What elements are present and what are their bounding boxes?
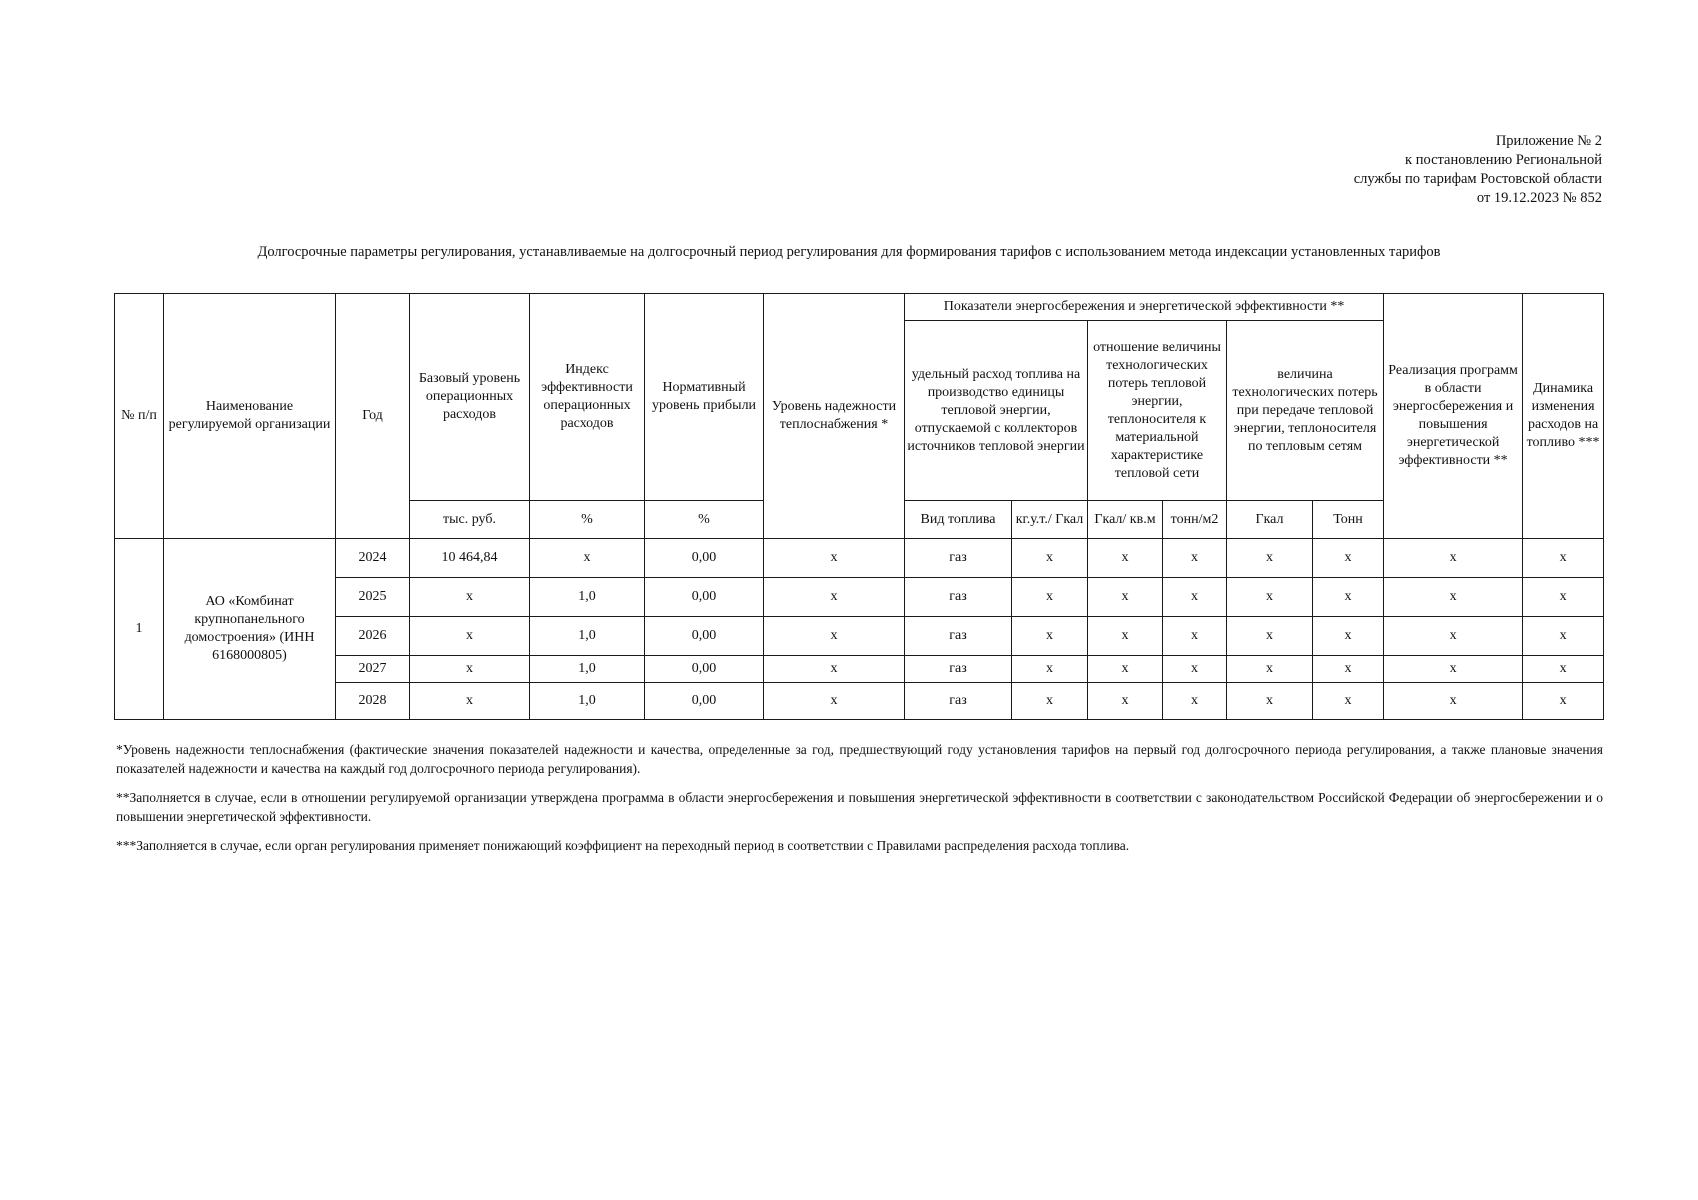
appendix-block (1354, 132, 1602, 208)
kgut-cell: х (1012, 539, 1088, 578)
programs-cell: х (1384, 683, 1523, 720)
programs-cell: х (1384, 617, 1523, 656)
unit-fuel-type: Вид топлива (905, 501, 1012, 539)
table-row (115, 683, 1604, 720)
gkal-cell: х (1227, 617, 1313, 656)
header-programs: Реализация программ в области энергосбережения и повышения энергетической эффективности ** (1384, 294, 1523, 539)
header-num: № п/п (115, 294, 164, 539)
profit-cell: 0,00 (645, 656, 764, 683)
tonn-m2-cell: х (1163, 656, 1227, 683)
unit-base: тыс. руб. (410, 501, 530, 539)
profit-cell: 0,00 (645, 578, 764, 617)
year-cell: 2028 (336, 683, 410, 720)
index-cell: 1,0 (530, 578, 645, 617)
dynamics-cell: х (1523, 656, 1604, 683)
tonn-m2-cell: х (1163, 539, 1227, 578)
appendix-line: к постановлению Региональной (1405, 152, 1602, 168)
appendix-line: от 19.12.2023 № 852 (1476, 190, 1602, 206)
gkal-kvm-cell: х (1088, 683, 1163, 720)
fuel-cell: газ (905, 539, 1012, 578)
gkal-kvm-cell: х (1088, 578, 1163, 617)
header-fuel-dynamics: Динамика изменения расходов на топливо *** (1523, 294, 1604, 539)
header-loss-value: величина технологических потерь при передаче тепловой энергии, теплоносителя по тепловым сетям (1227, 321, 1384, 501)
year-cell: 2026 (336, 617, 410, 656)
header-loss-ratio: отношение величины технологических потерь тепловой энергии, теплоносителя к материальной характеристике тепловой сети (1088, 321, 1227, 501)
table-row (115, 656, 1604, 683)
profit-cell: 0,00 (645, 539, 764, 578)
reliability-cell: х (764, 578, 905, 617)
unit-gkal: Гкал (1227, 501, 1313, 539)
year-cell: 2027 (336, 656, 410, 683)
header-year: Год (336, 294, 410, 539)
programs-cell: х (1384, 578, 1523, 617)
footnote-fuel-dynamics: ***Заполняется в случае, если орган регулирования применяет понижающий коэффициент на переходный период в соответствии с Правилами распределения расхода топлива. (116, 838, 1130, 853)
header-org-name: Наименование регулируемой организации (164, 294, 336, 539)
appendix-line: службы по тарифам Ростовской области (1353, 171, 1602, 187)
reliability-cell: х (764, 656, 905, 683)
dynamics-cell: х (1523, 683, 1604, 720)
header-energy-group: Показатели энергосбережения и энергетической эффективности ** (905, 294, 1384, 321)
tonn-cell: х (1313, 656, 1384, 683)
gkal-cell: х (1227, 656, 1313, 683)
header-base-level: Базовый уровень операционных расходов (410, 294, 530, 501)
dynamics-cell: х (1523, 539, 1604, 578)
unit-gkal-kvm: Гкал/ кв.м (1088, 501, 1163, 539)
fuel-cell: газ (905, 656, 1012, 683)
document-title: Долгосрочные параметры регулирования, устанавливаемые на долгосрочный период регулирования для формирования тарифов с использованием метода индексации установленных тарифов (257, 244, 1441, 260)
base-cell: 10 464,84 (410, 539, 530, 578)
appendix-line: Приложение № 2 (1495, 133, 1602, 149)
header-reliability: Уровень надежности теплоснабжения * (764, 294, 905, 539)
gkal-kvm-cell: х (1088, 539, 1163, 578)
header-efficiency-index: Индекс эффективности операционных расходов (530, 294, 645, 501)
unit-profit: % (645, 501, 764, 539)
base-cell: х (410, 683, 530, 720)
unit-index: % (530, 501, 645, 539)
unit-tonn: Тонн (1313, 501, 1384, 539)
fuel-cell: газ (905, 578, 1012, 617)
gkal-kvm-cell: х (1088, 617, 1163, 656)
tonn-cell: х (1313, 683, 1384, 720)
kgut-cell: х (1012, 683, 1088, 720)
gkal-cell: х (1227, 683, 1313, 720)
footnote-reliability: *Уровень надежности теплоснабжения (фактические значения показателей надежности и качества, определенные за год, предшествующий году установления тарифов на первый год долгосрочного периода регулирования, а также плановые значения показателей надежности и качества на каждый год долгосрочного периода регулирования). (116, 742, 1603, 776)
header-fuel-specific: удельный расход топлива на производство единицы тепловой энергии, отпускаемой с коллекторов источников тепловой энергии (905, 321, 1088, 501)
index-cell: 1,0 (530, 617, 645, 656)
tonn-cell: х (1313, 617, 1384, 656)
parameters-table (114, 293, 1604, 720)
profit-cell: 0,00 (645, 683, 764, 720)
footnote-programs: **Заполняется в случае, если в отношении регулируемой организации утверждена программа в области энергосбережения и повышения энергетической эффективности в соответствии с законодательством Российской Федерации об энергосбережении и о повышении энергетической эффективности. (116, 790, 1603, 824)
kgut-cell: х (1012, 578, 1088, 617)
base-cell: х (410, 656, 530, 683)
header-profit-level: Нормативный уровень прибыли (645, 294, 764, 501)
org-num-cell: 1 (115, 539, 164, 720)
profit-cell: 0,00 (645, 617, 764, 656)
reliability-cell: х (764, 617, 905, 656)
gkal-kvm-cell: х (1088, 656, 1163, 683)
fuel-cell: газ (905, 617, 1012, 656)
year-cell: 2025 (336, 578, 410, 617)
table-row (115, 539, 1604, 578)
kgut-cell: х (1012, 617, 1088, 656)
table-row (115, 617, 1604, 656)
gkal-cell: х (1227, 539, 1313, 578)
table-row (115, 578, 1604, 617)
kgut-cell: х (1012, 656, 1088, 683)
reliability-cell: х (764, 683, 905, 720)
programs-cell: х (1384, 656, 1523, 683)
footnotes (116, 740, 1603, 865)
gkal-cell: х (1227, 578, 1313, 617)
year-cell: 2024 (336, 539, 410, 578)
tonn-m2-cell: х (1163, 683, 1227, 720)
index-cell: х (530, 539, 645, 578)
index-cell: 1,0 (530, 683, 645, 720)
tonn-cell: х (1313, 578, 1384, 617)
programs-cell: х (1384, 539, 1523, 578)
tonn-m2-cell: х (1163, 578, 1227, 617)
tonn-cell: х (1313, 539, 1384, 578)
fuel-cell: газ (905, 683, 1012, 720)
index-cell: 1,0 (530, 656, 645, 683)
base-cell: х (410, 617, 530, 656)
reliability-cell: х (764, 539, 905, 578)
dynamics-cell: х (1523, 617, 1604, 656)
unit-tonn-m2: тонн/м2 (1163, 501, 1227, 539)
dynamics-cell: х (1523, 578, 1604, 617)
tonn-m2-cell: х (1163, 617, 1227, 656)
base-cell: х (410, 578, 530, 617)
org-name-cell: АО «Комбинат крупнопанельного домостроения» (ИНН 6168000805) (164, 539, 336, 720)
unit-kgut: кг.у.т./ Гкал (1012, 501, 1088, 539)
